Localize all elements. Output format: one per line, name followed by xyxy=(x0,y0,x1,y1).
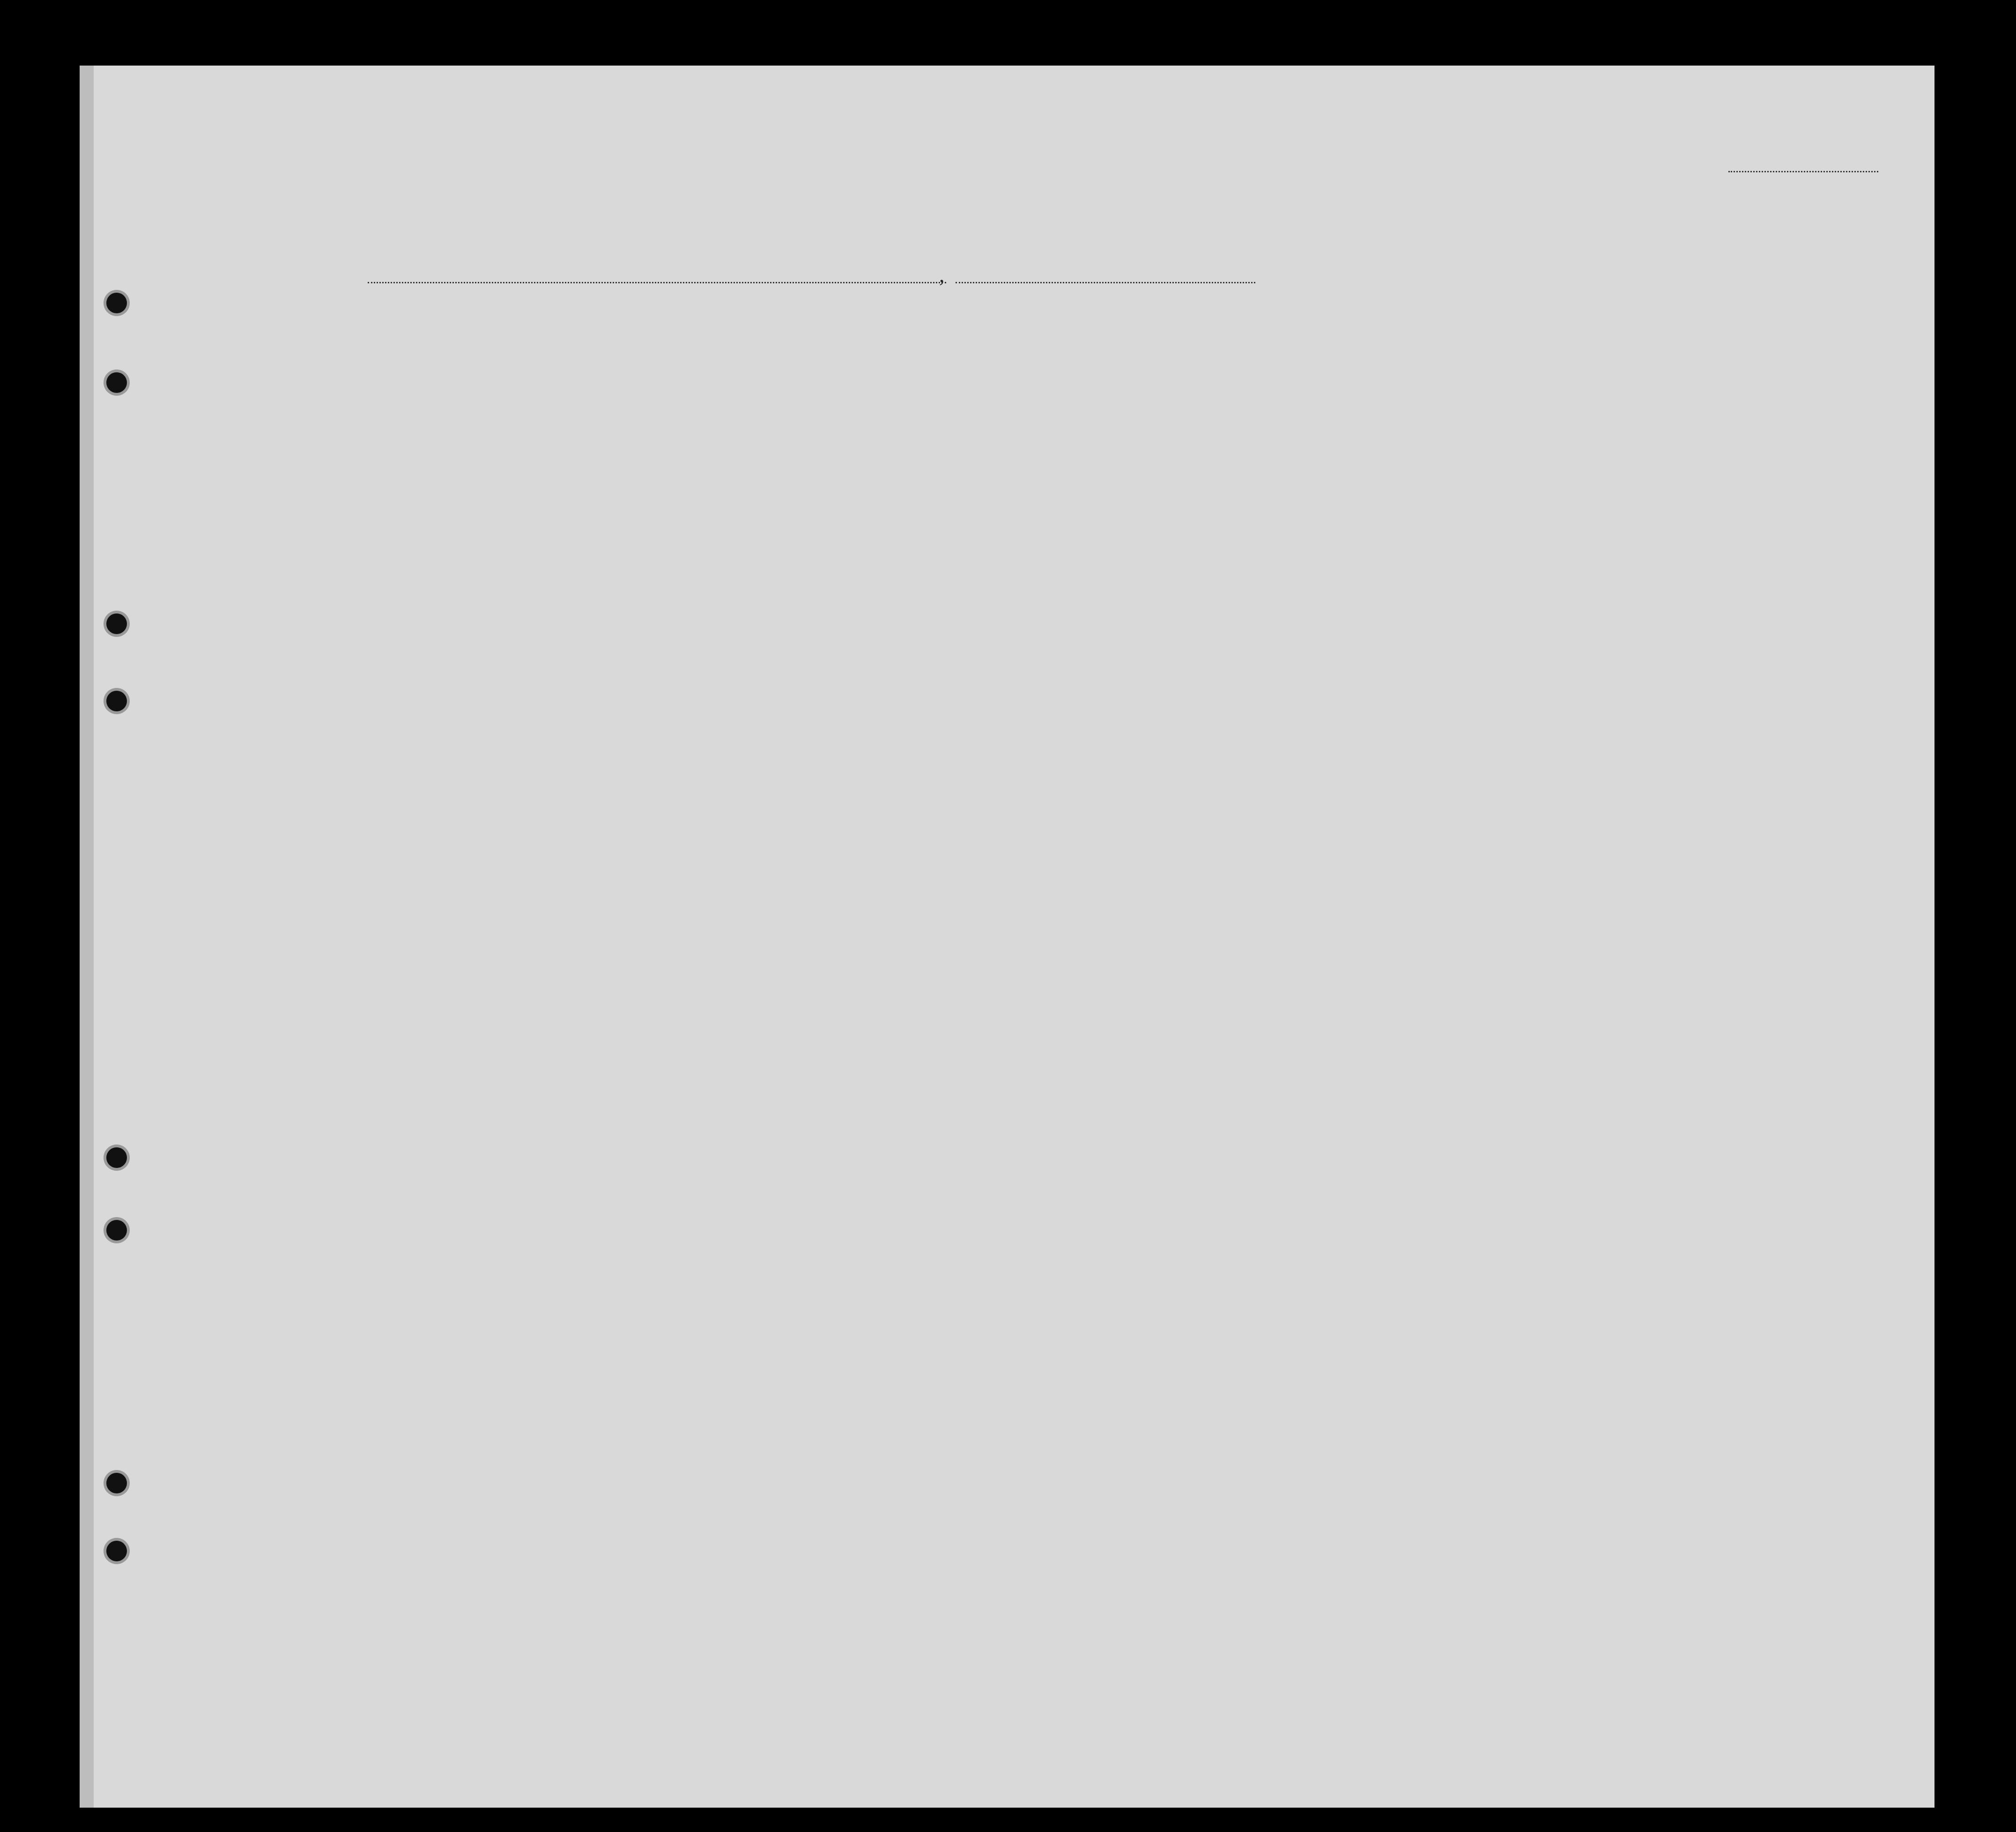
col-header-labor xyxy=(1482,347,1515,543)
col-header-deported xyxy=(1522,347,1555,543)
binder-hole xyxy=(106,1147,127,1168)
binder-hole xyxy=(106,691,127,711)
binder-hole xyxy=(106,1541,127,1561)
col-header-polygamist xyxy=(1379,347,1398,543)
col-header-overthrow xyxy=(1426,347,1478,543)
binder-hole xyxy=(106,1220,127,1241)
col-header-inches xyxy=(1700,487,1717,543)
col-header-fifty-dollars xyxy=(713,347,746,534)
binder-hole xyxy=(106,1473,127,1493)
manifest-sheet: , xyxy=(80,66,1934,1808)
col-header-feet xyxy=(1681,487,1697,543)
col-header-purpose-return xyxy=(1206,356,1244,543)
col-header-purpose-length xyxy=(1246,356,1321,543)
binder-hole xyxy=(106,613,127,634)
col-header-prison xyxy=(1349,347,1377,543)
ledger-grid xyxy=(80,66,1934,1808)
binder-hole xyxy=(106,293,127,313)
col-header-anarchist xyxy=(1401,347,1419,543)
binder-hole xyxy=(106,372,127,393)
col-header-purpose-citizen xyxy=(1321,356,1349,543)
col-header-ticket xyxy=(604,347,656,534)
